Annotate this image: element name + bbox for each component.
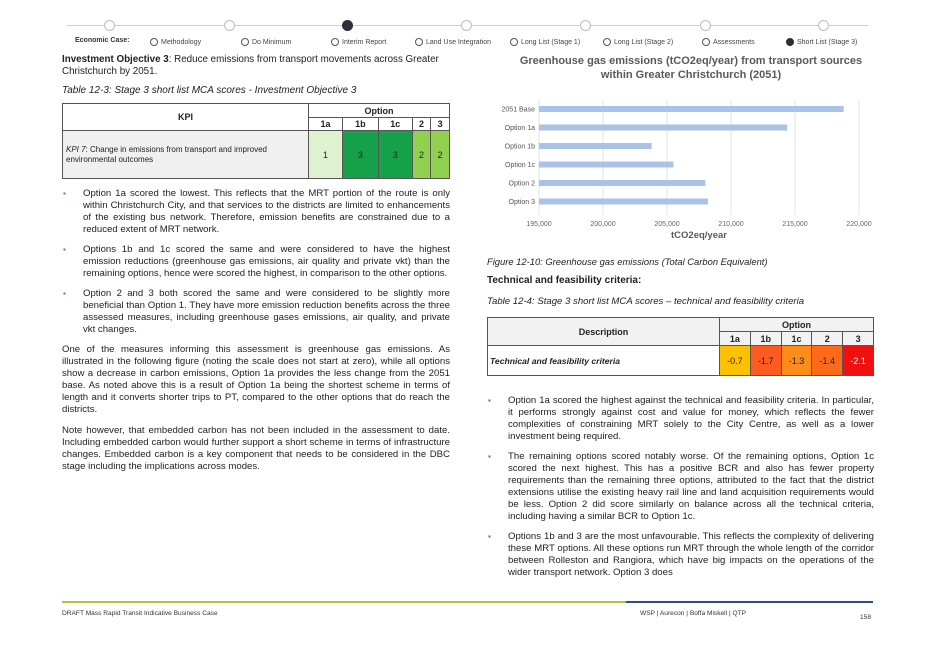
score-cell: 3 xyxy=(343,131,379,179)
option-header: Option xyxy=(720,318,874,332)
score-cell: -2.1 xyxy=(843,346,874,376)
radio-icon xyxy=(150,38,158,46)
list-item: ▪ Option 1a scored the highest against the technical and feasibility criteria. In particular, it performs strongly against cost and value for money, which reflects the fewer complexities of constraining MRT solely to the City Centre, as well as a lower investment being required. xyxy=(487,395,874,443)
nav-label: Assessments xyxy=(713,38,755,46)
nav-label: Land Use Integration xyxy=(426,38,491,46)
technical-score-table xyxy=(487,317,874,376)
radio-icon xyxy=(241,38,249,46)
option-col-header: 1c xyxy=(378,118,412,131)
option-col-header: 1b xyxy=(343,118,379,131)
table-caption: Table 12-3: Stage 3 short list MCA scores - Investment Objective 3 xyxy=(62,85,357,96)
option-col-header: 3 xyxy=(843,332,874,346)
bar xyxy=(539,162,673,168)
footer-rule-accent xyxy=(626,601,873,603)
chart-title: Greenhouse gas emissions (tCO2eq/year) from transport sources within Greater Christchurch (2051) xyxy=(519,55,863,81)
radio-icon xyxy=(510,38,518,46)
nav-label: Long List (Stage 2) xyxy=(614,38,674,46)
paragraph: Note however, that embedded carbon has not been included in the assessment to date. Including embedded carbon would further support a short scheme in terms of infrastructure changes. Embedded carbon is a key component that needs to be considered in the DBC stage including the implications across modes. xyxy=(62,425,450,472)
economic-case-label: Economic Case: xyxy=(75,37,130,44)
page-number: 158 xyxy=(860,614,872,621)
radio-icon xyxy=(702,38,710,46)
figure-caption: Figure 12-10: Greenhouse gas emissions (Total Carbon Equivalent) xyxy=(487,256,768,267)
table-caption: Table 12-4: Stage 3 short list MCA scores – technical and feasibility criteria xyxy=(487,296,805,307)
radio-icon xyxy=(415,38,423,46)
progress-step-1[interactable] xyxy=(104,20,115,31)
score-cell: -0.7 xyxy=(720,346,751,376)
kpi-header: KPI xyxy=(63,104,309,131)
left-bullet-list xyxy=(62,188,450,336)
x-tick-label: 215,000 xyxy=(782,221,808,228)
option-col-header: 2 xyxy=(412,118,431,131)
x-tick-label: 205,000 xyxy=(654,221,680,228)
nav-short-list-stage-3[interactable] xyxy=(786,38,857,46)
nav-land-use-integration[interactable] xyxy=(415,38,491,46)
x-tick-label: 200,000 xyxy=(590,221,616,228)
category-label: Option 3 xyxy=(508,199,535,206)
list-item: ▪ Option 2 and 3 both scored the same and were considered to be slightly more beneficial than Option 1. They have more emission reduction benefits across the three assessed measures, including greenhouse gases emissions, air quality, and private vkt changes. xyxy=(62,288,450,336)
kpi-score-table xyxy=(62,103,450,179)
bar xyxy=(539,143,652,149)
nav-long-list-stage-1[interactable] xyxy=(510,38,580,46)
option-col-header: 3 xyxy=(431,118,450,131)
progress-step-6[interactable] xyxy=(700,20,711,31)
kpi-id: KPI 7 xyxy=(66,144,86,154)
radio-icon xyxy=(331,38,339,46)
nav-label: Short List (Stage 3) xyxy=(797,38,858,46)
score-cell: -1.7 xyxy=(750,346,781,376)
category-label: 2051 Base xyxy=(501,106,535,114)
tech-row-label: Technical and feasibility criteria xyxy=(488,346,720,376)
list-item: ▪ Options 1b and 1c scored the same and were considered to have the highest emission reductions (greenhouse gas emissions, air quality and private vkt) than the remaining options, hence were scored the highest, in comparison to the other options. xyxy=(62,244,450,280)
option-col-header: 1a xyxy=(309,118,343,131)
score-cell: -1.4 xyxy=(812,346,843,376)
nav-label: Methodology xyxy=(161,38,202,46)
option-col-header: 1b xyxy=(750,332,781,346)
investment-objective xyxy=(62,54,450,78)
score-cell: 1 xyxy=(309,131,343,179)
x-axis-label: tCO2eq/year xyxy=(671,230,727,241)
nav-methodology[interactable] xyxy=(150,38,201,46)
nav-label: Long List (Stage 1) xyxy=(521,38,581,46)
bar xyxy=(539,180,705,186)
score-cell: 3 xyxy=(378,131,412,179)
paragraph: One of the measures informing this assessment is greenhouse gas emissions. As illustrated in the following figure (noting the scale does not start at zero), while all options show a decrease in carbon emissions, Option 1a provides the less change from the 2051 base. As noted above this is a result of Option 1a being the shortest scheme in terms of length and it converts shorter trips to PT, compared to the other options that do reach the districts. xyxy=(62,344,450,415)
radio-selected-icon xyxy=(786,38,794,46)
nav-label: Interim Report xyxy=(342,38,387,46)
emissions-bar-chart xyxy=(487,96,875,246)
footer-rule xyxy=(62,601,626,603)
nav-label: Do Minimum xyxy=(252,38,292,46)
category-label: Option 1c xyxy=(505,162,535,169)
left-column xyxy=(62,54,450,482)
score-cell: 2 xyxy=(412,131,431,179)
option-col-header: 1c xyxy=(781,332,812,346)
footer-authors: WSP | Aurecon | Boffa Miskell | QTP xyxy=(640,610,747,617)
option-header: Option xyxy=(309,104,450,118)
objective-title: Investment Objective 3 xyxy=(62,54,169,65)
kpi-row-label xyxy=(63,131,309,179)
kpi-description: : Change in emissions from transport and improved environmental outcomes xyxy=(66,144,267,164)
nav-interim-report[interactable] xyxy=(331,38,386,46)
score-cell: -1.3 xyxy=(781,346,812,376)
score-cell: 2 xyxy=(431,131,450,179)
radio-icon xyxy=(603,38,611,46)
list-item: ▪ Options 1b and 3 are the most unfavourable. This reflects the complexity of delivering these MRT options. All these options run MRT through the whole length of the corridor between Rolleston and Rangiora, which have big impacts on the operations of the wider transport network. Option 3 does xyxy=(487,531,874,579)
right-bullet-list xyxy=(487,395,874,587)
nav-do-minimum[interactable] xyxy=(241,38,291,46)
option-col-header: 1a xyxy=(720,332,751,346)
progress-step-5[interactable] xyxy=(580,20,591,31)
nav-assessments[interactable] xyxy=(702,38,755,46)
bar xyxy=(539,199,708,205)
section-subheading: Technical and feasibility criteria: xyxy=(487,275,642,286)
list-item: ▪ The remaining options scored notably worse. Of the remaining options, Option 1c scored the next highest. This has a positive BCR and also has fewer property requirements than the remaining three options, attributed to the fact that the district extensions utilise the existing heavy rail line and land acquisition requirements would be less. Option 2 did score similarly on balance across all the technical criteria, including having a similar BCR to Option 1c. xyxy=(487,451,874,523)
progress-step-7[interactable] xyxy=(818,20,829,31)
x-tick-label: 195,000 xyxy=(526,221,552,228)
nav-long-list-stage-2[interactable] xyxy=(603,38,673,46)
category-label: Option 2 xyxy=(508,180,535,188)
bar xyxy=(539,125,787,131)
description-header: Description xyxy=(488,318,720,346)
progress-step-2[interactable] xyxy=(224,20,235,31)
progress-step-3[interactable] xyxy=(342,20,353,31)
objective-text: : Reduce emissions from transport movements across Greater Christchurch by 2051. xyxy=(62,54,439,77)
x-tick-label: 220,000 xyxy=(846,221,872,228)
category-label: Option 1a xyxy=(504,125,535,132)
list-item: ▪ Option 1a scored the lowest. This reflects that the MRT portion of the route is only within Christchurch City, and that services to the districts are limited to enhancements of the existing bus network. Therefore, emission benefits are constrained due to a reduced extent of MRT network. xyxy=(62,188,450,236)
x-tick-label: 210,000 xyxy=(718,221,744,228)
option-col-header: 2 xyxy=(812,332,843,346)
right-column xyxy=(487,54,875,578)
progress-step-4[interactable] xyxy=(461,20,472,31)
bar xyxy=(539,106,844,112)
footer-document-title: DRAFT Mass Rapid Transit Indicative Business Case xyxy=(62,610,218,617)
category-label: Option 1b xyxy=(504,143,535,151)
